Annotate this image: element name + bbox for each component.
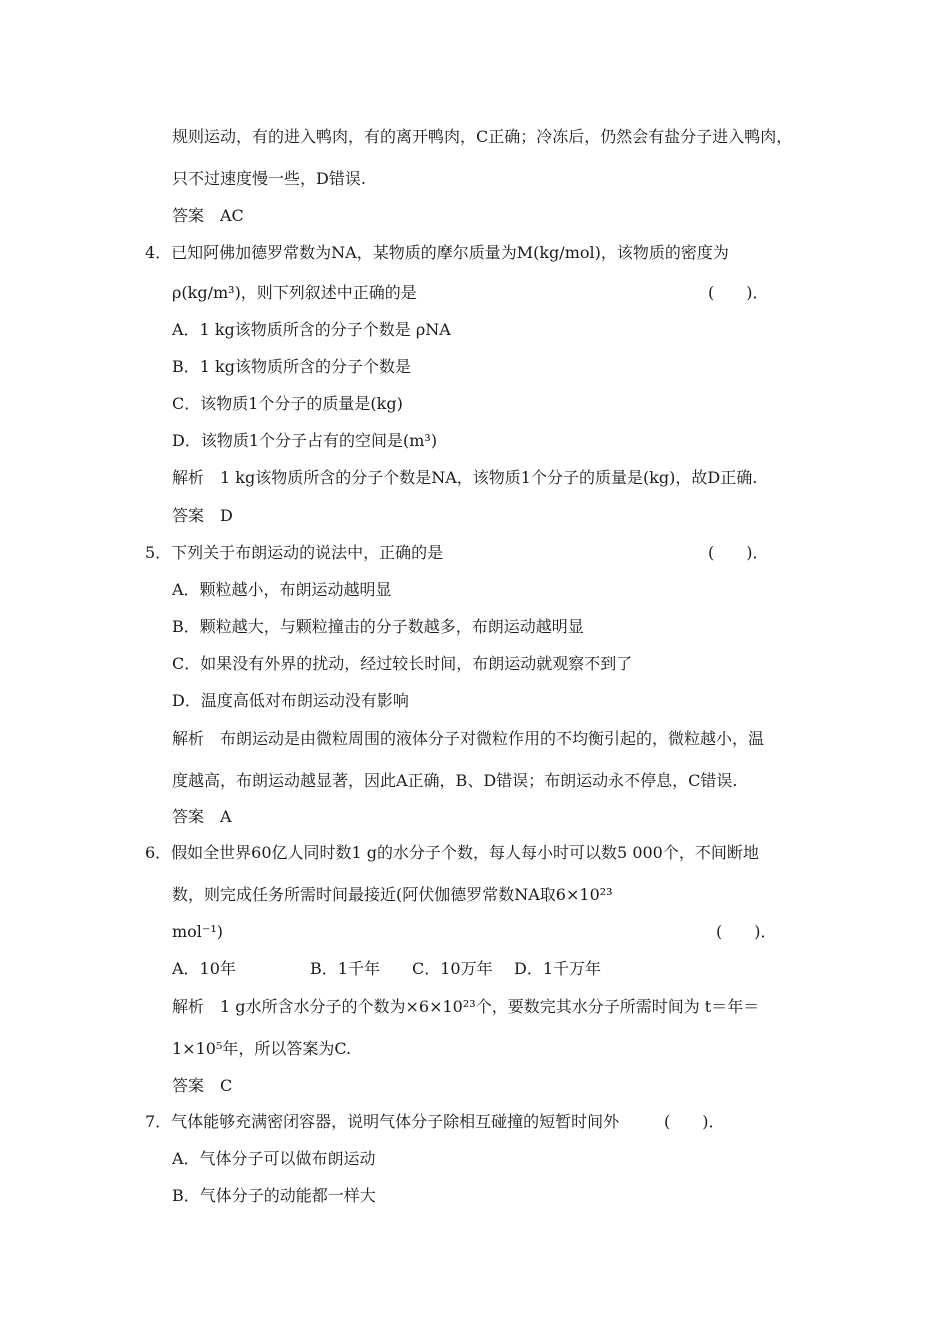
q4-stem-line-2: ρ(kg/m³)，则下列叙述中正确的是: [172, 283, 417, 302]
q5-answer-blank: ( )．: [708, 543, 769, 562]
q5-analysis-line-1: 解析 布朗运动是由微粒周围的液体分子对微粒作用的不均衡引起的，微粒越小，温: [172, 729, 765, 748]
q4-option-c: C．该物质1个分子的质量是(kg): [172, 394, 403, 413]
q6-answer: 答案 C: [172, 1076, 233, 1095]
q6-analysis-line-1: 解析 1 g水所含水分子的个数为×6×10²³个，要数完其水分子所需时间为 t＝年＝: [172, 997, 760, 1016]
q4-option-a: A．1 kg该物质所含的分子个数是 ρNA: [172, 320, 451, 339]
q6-answer-blank: ( )．: [716, 922, 777, 941]
q5-analysis-line-2: 度越高，布朗运动越显著，因此A正确，B、D错误；布朗运动永不停息，C错误.: [172, 771, 738, 790]
q6-stem-line-1: 6．假如全世界60亿人同时数1 g的水分子个数，每人每小时可以数5 000个，不间断地: [145, 843, 759, 862]
prev-answer: 答案 AC: [172, 206, 244, 225]
q6-analysis-line-2: 1×10⁵年，所以答案为C.: [172, 1039, 352, 1058]
q7-answer-blank: ( )．: [664, 1112, 725, 1131]
q6-stem-line-3: mol⁻¹): [172, 922, 224, 941]
q6-stem-line-2: 数，则完成任务所需时间最接近(阿伏伽德罗常数NA取6×10²³: [172, 885, 613, 904]
prev-analysis-line-2: 只不过速度慢一些，D错误.: [172, 169, 366, 188]
prev-analysis-line-1: 规则运动，有的进入鸭肉，有的离开鸭肉，C正确；冷冻后，仍然会有盐分子进入鸭肉，: [172, 127, 793, 146]
q5-option-d: D．温度高低对布朗运动没有影响: [172, 691, 409, 710]
q5-answer: 答案 A: [172, 807, 232, 826]
q7-option-b: B．气体分子的动能都一样大: [172, 1186, 376, 1205]
q4-option-b: B．1 kg该物质所含的分子个数是: [172, 357, 411, 376]
q6-option-d: D．1千万年: [514, 959, 602, 978]
q5-option-b: B．颗粒越大，与颗粒撞击的分子数越多，布朗运动越明显: [172, 617, 584, 636]
q6-option-c: C．10万年: [412, 959, 493, 978]
q6-option-b: B．1千年: [310, 959, 380, 978]
q6-option-a: A．10年: [172, 959, 236, 978]
q5-stem: 5．下列关于布朗运动的说法中，正确的是: [145, 543, 444, 562]
q7-option-a: A．气体分子可以做布朗运动: [172, 1149, 376, 1168]
q5-option-a: A．颗粒越小，布朗运动越明显: [172, 580, 392, 599]
q5-option-c: C．如果没有外界的扰动，经过较长时间，布朗运动就观察不到了: [172, 654, 633, 673]
q4-analysis: 解析 1 kg该物质所含的分子个数是NA，该物质1个分子的质量是(kg)，故D正确.: [172, 468, 758, 487]
q4-option-d: D．该物质1个分子占有的空间是(m³): [172, 431, 438, 450]
q7-stem: 7．气体能够充满密闭容器，说明气体分子除相互碰撞的短暂时间外: [145, 1112, 620, 1131]
q4-answer: 答案 D: [172, 506, 233, 525]
q4-stem-line-1: 4．已知阿佛加德罗常数为NA，某物质的摩尔质量为M(kg/mol)，该物质的密度为: [145, 243, 729, 262]
q4-answer-blank: ( )．: [708, 283, 769, 302]
